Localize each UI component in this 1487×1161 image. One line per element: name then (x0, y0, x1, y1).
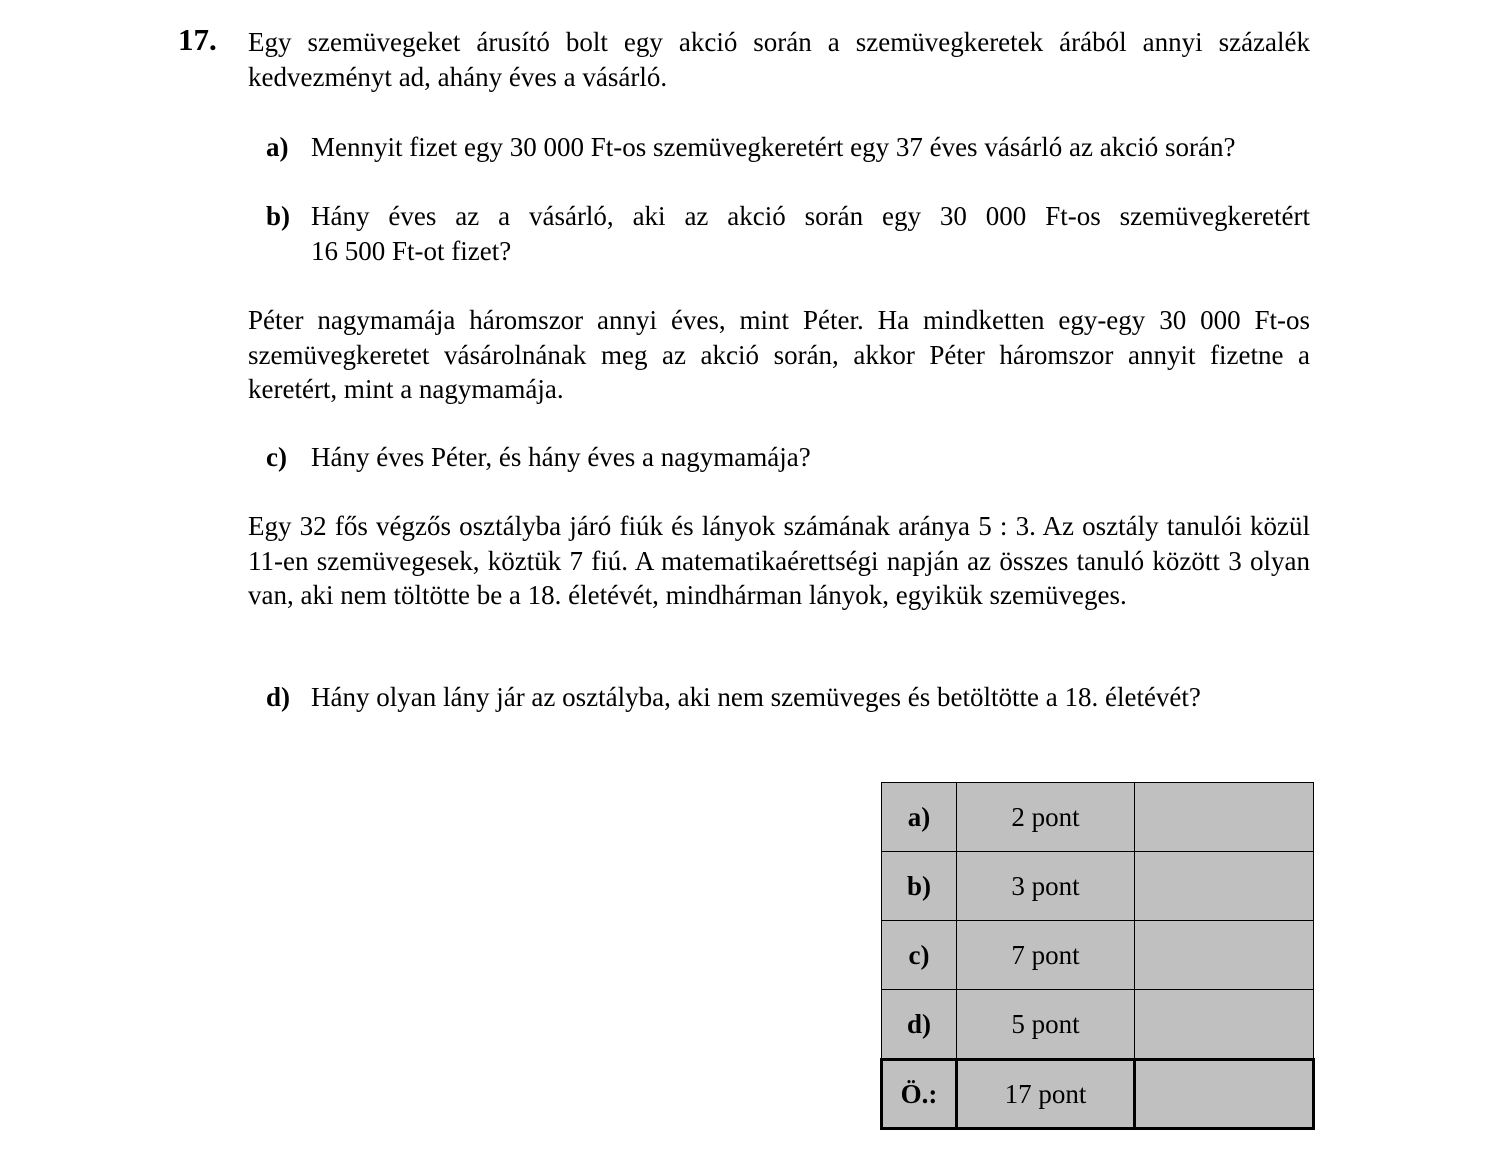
score-row-earned (1135, 990, 1314, 1060)
subquestion-c-label: c) (266, 442, 287, 472)
subquestion-d-label: d) (266, 682, 291, 712)
subquestion-b-line2: 16 500 Ft-ot fizet? (311, 235, 512, 266)
score-row-label: b) (882, 852, 957, 921)
score-row-earned (1135, 921, 1314, 990)
score-row-points: 7 pont (957, 921, 1135, 990)
score-row-label: c) (882, 921, 957, 990)
score-total-earned (1135, 1060, 1314, 1129)
subquestion-d-text: Hány olyan lány jár az osztályba, aki nem szemüveges és betöltötte a 18. életévét? (311, 682, 1201, 712)
subquestion-b (266, 199, 1310, 268)
score-row-earned (1135, 783, 1314, 852)
score-row-points: 3 pont (957, 852, 1135, 921)
score-row-label: d) (882, 990, 957, 1060)
score-table (880, 782, 1315, 1130)
score-total-points: 17 pont (957, 1060, 1135, 1129)
context-paragraph-2: Péter nagymamája háromszor annyi éves, mint Péter. Ha mindketten egy-egy 30 000 Ft-os szemüvegkeretet vásárolnának meg az akció során, akkor Péter háromszor annyit fizetne a keretért, mint a nagymamája. (248, 305, 1310, 404)
context-paragraph-3: Egy 32 fős végzős osztályba járó fiúk és lányok számának aránya 5 : 3. Az osztály tanulói közül 11-en szemüvegesek, köztük 7 fiú. A matematikaérettségi napján az összes tanuló között 3 olyan van, aki nem töltötte be a 18. életévét, mindhárman lányok, egyikük szemüveges. (248, 511, 1310, 610)
score-row-d (882, 990, 1314, 1060)
score-row-points: 2 pont (957, 783, 1135, 852)
score-row-points: 5 pont (957, 990, 1135, 1060)
subquestion-a-label: a) (266, 132, 289, 162)
subquestion-b-label: b) (266, 201, 291, 231)
score-row-a (882, 783, 1314, 852)
score-row-earned (1135, 852, 1314, 921)
score-row-label: a) (882, 783, 957, 852)
subquestion-c-text: Hány éves Péter, és hány éves a nagymamája? (311, 442, 811, 472)
problem-number: 17. (178, 22, 217, 57)
score-row-c (882, 921, 1314, 990)
subquestion-a-text: Mennyit fizet egy 30 000 Ft-os szemüvegkeretért egy 37 éves vásárló az akció során? (311, 132, 1236, 162)
subquestion-c (266, 440, 1310, 475)
subquestion-b-line1: Hány éves az a vásárló, aki az akció során egy 30 000 Ft-os szemüvegkeretért (311, 201, 1310, 231)
score-row-b (882, 852, 1314, 921)
score-row-total (882, 1060, 1314, 1129)
subquestion-a (266, 130, 1310, 165)
subquestion-d (266, 680, 1310, 715)
score-total-label: Ö.: (882, 1060, 957, 1129)
problem-intro: Egy szemüvegeket árusító bolt egy akció során a szemüvegkeretek árából annyi százalék kedvezményt ad, ahány éves a vásárló. (248, 27, 1310, 92)
